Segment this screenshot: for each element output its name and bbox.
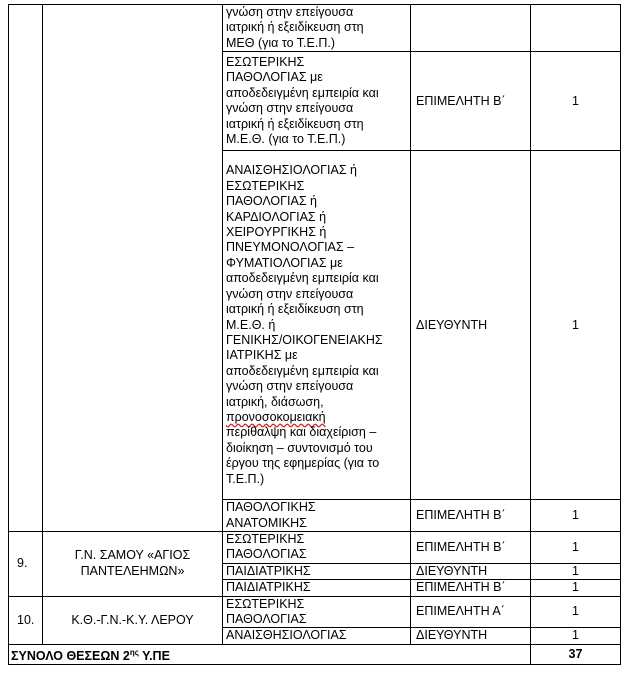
count-cell: 1	[531, 596, 621, 628]
total-row	[9, 644, 621, 665]
count-cell: 1	[531, 563, 621, 579]
position-cell: ΕΠΙΜΕΛΗΤΗ Β΄	[411, 52, 531, 151]
total-value: 37	[531, 644, 621, 665]
table-row	[9, 5, 621, 52]
position-cell: ΕΠΙΜΕΛΗΤΗ Β΄	[411, 500, 531, 532]
position-cell: ΕΠΙΜΕΛΗΤΗ Β΄	[411, 532, 531, 564]
hospital-name-cell: Γ.Ν. ΣΑΜΟΥ «ΑΓΙΟΣ ΠΑΝΤΕΛΕΗΜΩΝ»	[43, 532, 223, 597]
hospital-name-cell	[43, 5, 223, 532]
count-cell: 1	[531, 532, 621, 564]
specialty-cell: ΕΣΩΤΕΡΙΚΗΣ ΠΑΘΟΛΟΓΙΑΣ	[223, 596, 411, 628]
position-cell: ΕΠΙΜΕΛΗΤΗ Β΄	[411, 580, 531, 596]
specialty-cell: ΠΑΘΟΛΟΓΙΚΗΣ ΑΝΑΤΟΜΙΚΗΣ	[223, 500, 411, 532]
table-row	[9, 596, 621, 628]
count-cell: 1	[531, 52, 621, 151]
count-cell: 1	[531, 628, 621, 644]
specialty-cell: ΕΣΩΤΕΡΙΚΗΣ ΠΑΘΟΛΟΓΙΑΣ	[223, 532, 411, 564]
specialty-cell: ΑΝΑΙΣΘΗΣΙΟΛΟΓΙΑΣ ή ΕΣΩΤΕΡΙΚΗΣ ΠΑΘΟΛΟΓΙΑΣ ή ΚΑΡΔΙΟΛΟΓΙΑΣ ή ΧΕΙΡΟΥΡΓΙΚΗΣ ή ΠΝΕΥΜΟΝΟΛΟΓΙΑΣ – ΦΥΜΑΤΙΟΛΟΓΙΑΣ με αποδεδειγμένη εμπειρία και γνώση στην επείγουσα ιατρική ή εξειδίκευση στη Μ.Ε.Θ. ή ΓΕΝΙΚΗΣ/ΟΙΚΟΓΕΝΕΙΑΚΗΣ ΙΑΤΡΙΚΗΣ με αποδεδειγμένη εμπειρία και γνώση στην επείγουσα ιατρική, διάσωση, προνοσοκομειακή περίθαλψη και διαχείριση – διοίκηση – συντονισμό του έργου της εφημερίας (για το Τ.Ε.Π.)	[223, 151, 411, 500]
spellcheck-underlined-word: προνοσοκομειακή	[226, 409, 326, 424]
count-cell: 1	[531, 500, 621, 532]
hospital-name-cell: Κ.Θ.-Γ.Ν.-Κ.Υ. ΛΕΡΟΥ	[43, 596, 223, 644]
position-cell	[411, 5, 531, 52]
specialty-cell: ΕΣΩΤΕΡΙΚΗΣ ΠΑΘΟΛΟΓΙΑΣ με αποδεδειγμένη εμπειρία και γνώση στην επείγουσα ιατρική ή εξειδίκευση στη Μ.Ε.Θ. (για το Τ.Ε.Π.)	[223, 52, 411, 151]
position-cell: ΕΠΙΜΕΛΗΤΗ Α΄	[411, 596, 531, 628]
count-cell	[531, 5, 621, 52]
hospital-number-cell: 10.	[9, 596, 43, 644]
position-cell: ΔΙΕΥΘΥΝΤΗ	[411, 628, 531, 644]
hospital-number-cell: 9.	[9, 532, 43, 597]
specialty-cell: ΠΑΙΔΙΑΤΡΙΚΗΣ	[223, 580, 411, 596]
positions-table	[8, 4, 621, 665]
hospital-number-cell	[9, 5, 43, 532]
specialty-cell: ΠΑΙΔΙΑΤΡΙΚΗΣ	[223, 563, 411, 579]
specialty-cell: γνώση στην επείγουσα ιατρική ή εξειδίκευση στη ΜΕΘ (για το Τ.Ε.Π.)	[223, 5, 411, 52]
table-row	[9, 532, 621, 564]
total-label: ΣΥΝΟΛΟ ΘΕΣΕΩΝ $2^{\eta\varsigma}$ Υ.ΠΕ	[9, 644, 531, 665]
count-cell: 1	[531, 151, 621, 500]
position-cell: ΔΙΕΥΘΥΝΤΗ	[411, 151, 531, 500]
count-cell: 1	[531, 580, 621, 596]
specialty-cell: ΑΝΑΙΣΘΗΣΙΟΛΟΓΙΑΣ	[223, 628, 411, 644]
position-cell: ΔΙΕΥΘΥΝΤΗ	[411, 563, 531, 579]
